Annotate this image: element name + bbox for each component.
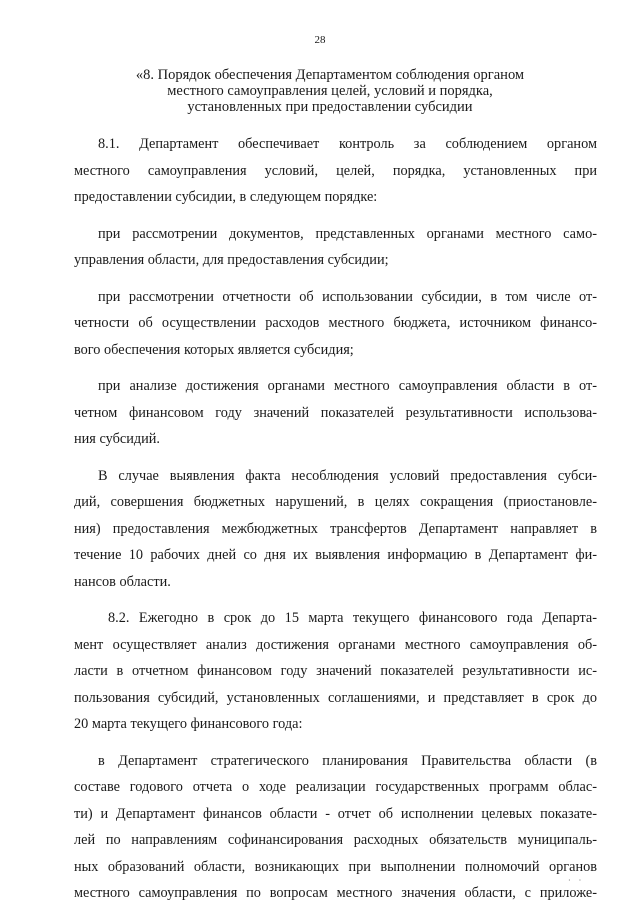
paragraph-8-1 <box>74 131 597 211</box>
paragraph-strategic-dept <box>74 748 597 907</box>
text-line: ния субсидий. <box>74 431 160 447</box>
text-line: 8.2. Ежегодно в срок до 15 марта текущего финансового года Департа- <box>108 610 597 626</box>
title-line: «8. Порядок обеспечения Департаментом соблюдения органом <box>135 67 525 83</box>
text-line: течение 10 рабочих дней со дня их выявления информацию в Департамент фи- <box>74 547 597 563</box>
text-line: ти) и Департамент финансов области - отчет об исполнении целевых показате- <box>74 805 597 822</box>
text-line: 20 марта текущего финансового года: <box>74 716 303 732</box>
corner-mark: · · <box>568 876 585 885</box>
text-line: в Департамент стратегического планирования Правительства области (в <box>98 752 597 769</box>
section-title <box>130 67 530 115</box>
text-line: при рассмотрении отчетности об использовании субсидии, в том числе от- <box>98 288 597 305</box>
text-line: мент осуществляет анализ достижения органами местного самоуправления об- <box>74 636 597 653</box>
document-body <box>74 131 597 917</box>
text-line: вого обеспечения которых является субсидия; <box>74 341 354 358</box>
text-line: местного самоуправления по вопросам местного значения области, с приложе- <box>74 885 597 901</box>
paragraph-8-2 <box>74 605 597 738</box>
text-line: ных образований области, возникающих при выполнении полномочий органов <box>74 858 597 875</box>
text-line: при анализе достижения органами местного самоуправления области в от- <box>98 378 597 394</box>
text-line: ласти в отчетном финансовом году значений показателей результативности ис- <box>74 663 597 679</box>
title-line: местного самоуправления целей, условий и порядка, <box>167 83 493 99</box>
text-line: 8.1. Департамент обеспечивает контроль за соблюдением органом <box>98 136 597 152</box>
text-line: управления области, для предоставления субсидии; <box>74 252 389 268</box>
text-line: местного самоуправления условий, целей, порядка, установленных при <box>74 162 597 179</box>
paragraph-documents-review <box>74 221 597 274</box>
text-line: четном финансовом году значений показателей результативности использова- <box>74 404 597 421</box>
page-number: 28 <box>314 34 326 46</box>
text-line: дий, совершения бюджетных нарушений, в целях сокращения (приостановле- <box>74 494 597 510</box>
text-line: составе годового отчета о ходе реализации государственных программ облас- <box>74 779 597 795</box>
text-line: В случае выявления факта несоблюдения условий предоставления субси- <box>98 467 597 484</box>
text-line: лей по направлениям софинансирования расходных обязательств муниципаль- <box>74 832 597 848</box>
paragraph-indicators-analysis <box>74 373 597 453</box>
text-line: пользования субсидий, установленных соглашениями, и представляет в срок до <box>74 689 597 706</box>
text-line: при рассмотрении документов, представленных органами местного само- <box>98 225 597 242</box>
text-line: нансов области. <box>74 573 171 590</box>
text-line: предоставлении субсидии, в следующем порядке: <box>74 189 378 205</box>
paragraph-violations <box>74 463 597 596</box>
title-line: установленных при предоставлении субсидии <box>187 99 473 115</box>
text-line: четности об осуществлении расходов местного бюджета, источником финансо- <box>74 315 597 331</box>
text-line: ния) предоставления межбюджетных трансфертов Департамент направляет в <box>74 520 597 537</box>
paragraph-reporting-review <box>74 284 597 364</box>
